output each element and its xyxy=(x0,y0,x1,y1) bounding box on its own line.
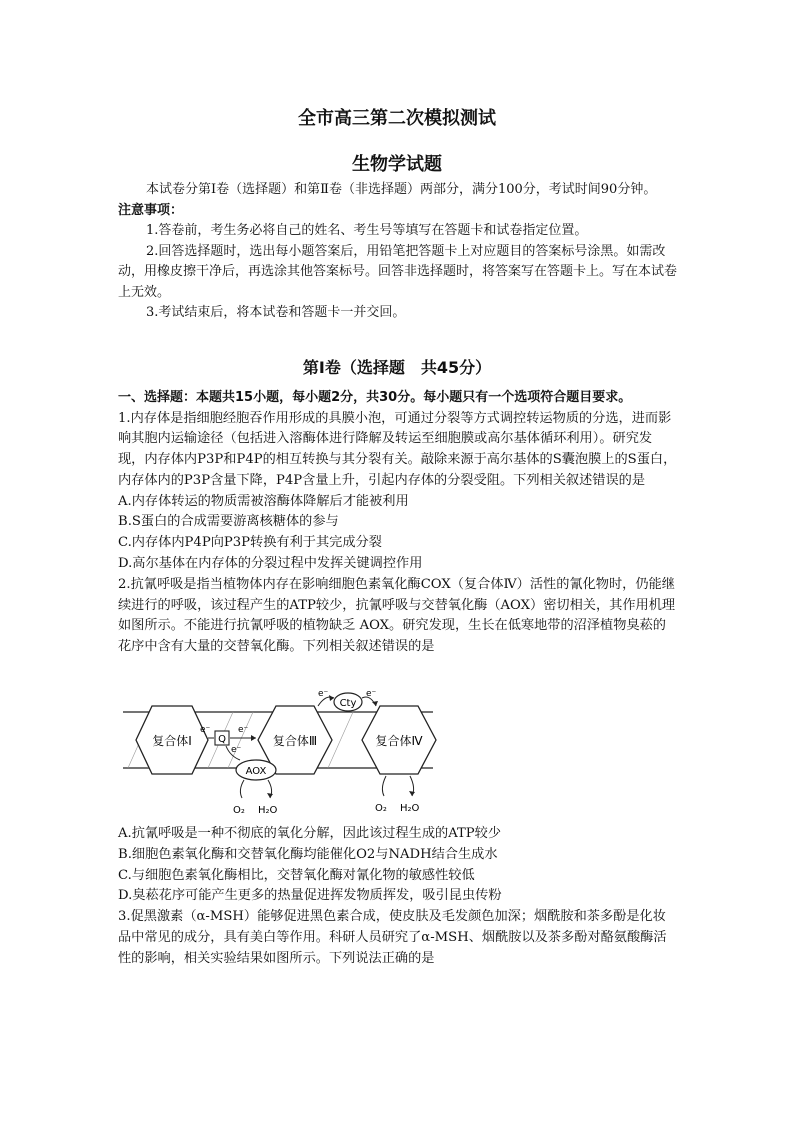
question-2-option-d: D.臭菘花序可能产生更多的热量促进挥发物质挥发，吸引昆虫传粉 xyxy=(118,888,502,904)
notice-heading: 注意事项： xyxy=(118,202,184,218)
questions-block-top xyxy=(118,388,678,658)
electron-label-4: e⁻ xyxy=(318,690,329,699)
complex-1-label: 复合体Ⅰ xyxy=(152,734,192,748)
complex-4-label: 复合体Ⅳ xyxy=(375,734,423,748)
respiration-diagram xyxy=(118,690,438,820)
cox-o2-label: O₂ xyxy=(375,803,387,814)
questions-block-bottom xyxy=(118,824,678,970)
question-2-option-b: B.细胞色素氧化酶和交替氧化酶均能催化O2与NADH结合生成水 xyxy=(118,846,498,862)
notice-item-1: 1.答卷前，考生务必将自己的姓名、考生号等填写在答题卡和试卷指定位置。 xyxy=(146,223,588,238)
exam-title: 全市高三第二次模拟测试 xyxy=(298,108,496,129)
notice-item-2: 2.回答选择题时，选出每小题答案后，用铅笔把答题卡上对应题目的答案标号涂黑。如需改动，用橡皮擦干净后，再选涂其他答案标号。回答非选择题时，将答案写在答题卡上。写在本试卷上无效。 xyxy=(118,243,678,300)
question-2-option-a: A.抗氰呼吸是一种不彻底的氧化分解，因此该过程生成的ATP较少 xyxy=(118,826,502,841)
exam-subtitle: 生物学试题 xyxy=(352,154,442,175)
notice-item-3: 3.考试结束后，将本试卷和答题卡一并交回。 xyxy=(146,305,406,320)
electron-label-1: e⁻ xyxy=(200,725,211,735)
electron-label-5: e⁻ xyxy=(366,690,377,699)
cox-h2o-label: H₂O xyxy=(400,803,420,814)
intro-block xyxy=(118,180,678,324)
aox-o2-label: O₂ xyxy=(233,805,245,816)
intro-text: 本试卷分第Ⅰ卷（选择题）和第Ⅱ卷（非选择题）两部分，满分100分，考试时间90分钟。 xyxy=(146,182,657,197)
cty-label: Cty xyxy=(339,698,357,709)
electron-label-2: e⁻ xyxy=(238,725,249,735)
electron-label-3: e⁻ xyxy=(231,745,242,755)
part-heading: 一、选择题：本题共15小题，每小题2分，共30分。每小题只有一个选项符合题目要求。 xyxy=(118,390,632,405)
question-1-stem: 1.内存体是指细胞经胞吞作用形成的具膜小泡，可通过分裂等方式调控转运物质的分选，进而影响其胞内运输途径（包括进入溶酶体进行降解及转运至细胞膜或高尔基体循环利用）。研究发现，内存体内P3P和P4P的相互转换与其分裂有关。敲除来源于高尔基体的S囊泡膜上的S蛋白，内存体内的P3P含量下降，P4P含量上升，引起内存体的分裂受阻。下列相关叙述错误的是 xyxy=(118,410,677,488)
q-label: Q xyxy=(218,734,226,745)
question-1-option-d: D.高尔基体在内存体的分裂过程中发挥关键调控作用 xyxy=(118,556,423,572)
aox-label: AOX xyxy=(245,766,267,777)
question-2-stem: 2.抗氰呼吸是指当植物体内存在影响细胞色素氧化酶COX（复合体Ⅳ）活性的氰化物时，仍能继续进行的呼吸，该过程产生的ATP较少，抗氰呼吸与交替氧化酶（AOX）密切相关，其作用机理如图所示。不能进行抗氰呼吸的植物缺乏 AOX。研究发现，生长在低寒地带的沼泽植物臭菘的花序中含有大量的交替氧化酶。下列相关叙述错误的是 xyxy=(118,576,676,655)
section-title: 第Ⅰ卷（选择题 共45分） xyxy=(302,358,492,377)
aox-h2o-label: H₂O xyxy=(258,805,278,816)
complex-3-label: 复合体Ⅲ xyxy=(272,734,318,748)
question-1-option-a: A.内存体转运的物质需被溶酶体降解后才能被利用 xyxy=(118,493,409,509)
question-1-option-c: C.内存体内P4P向P3P转换有利于其完成分裂 xyxy=(118,535,382,551)
question-2-option-c: C.与细胞色素氧化酶相比，交替氧化酶对氰化物的敏感性较低 xyxy=(118,867,475,883)
question-3-stem: 3.促黑激素（α-MSH）能够促进黑色素合成，使皮肤及毛发颜色加深；烟酰胺和茶多酚是化妆品中常见的成分，具有美白等作用。科研人员研究了α-MSH、烟酰胺以及茶多酚对酪氨酸酶活性的影响，相关实验结果如图所示。下列说法正确的是 xyxy=(118,909,667,966)
question-1-option-b: B.S蛋白的合成需要游离核糖体的参与 xyxy=(118,514,339,530)
